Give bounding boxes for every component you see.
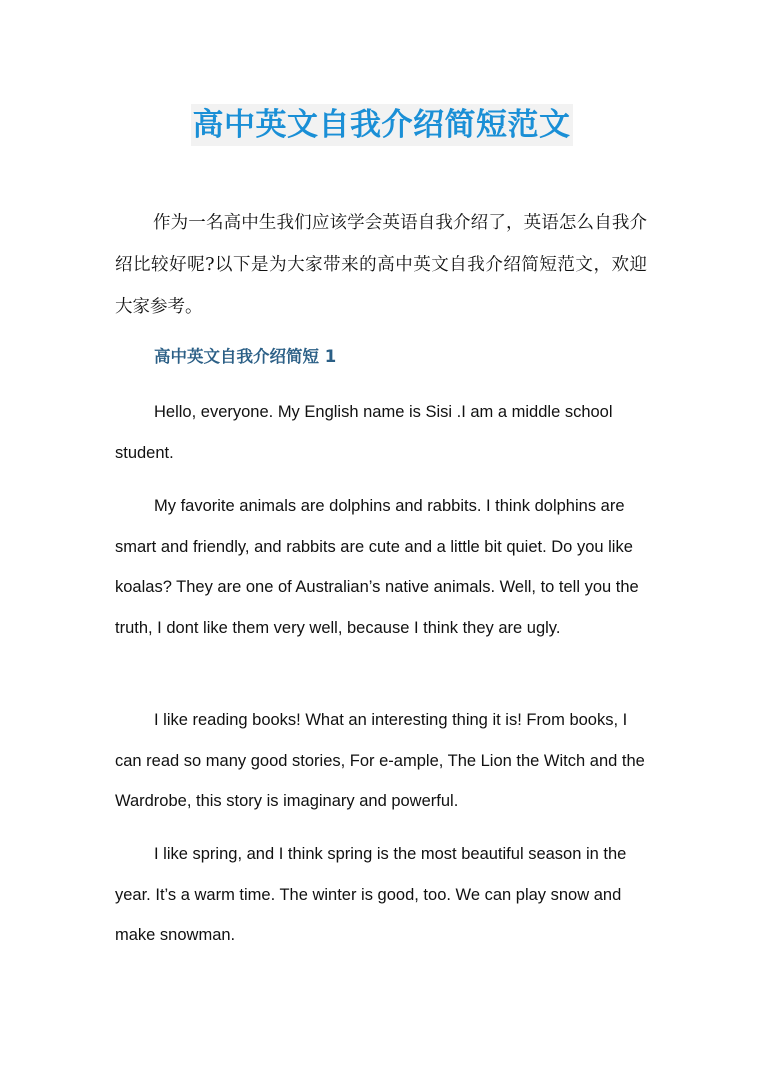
intro-paragraph: 作为一名高中生我们应该学会英语自我介绍了，英语怎么自我介绍比较好呢?以下是为大家带来的高中英文自我介绍简短范文，欢迎大家参考。 [115, 213, 647, 317]
page-title: 高中英文自我介绍简短范文 [191, 104, 573, 146]
body-paragraph-4: I like spring, and I think spring is the most beautiful season in the year. It’s a warm time. The winter is good, too. We can play snow and make snowman. [115, 845, 627, 944]
title-container [0, 104, 763, 146]
section-heading: 高中英文自我介绍简短 1 [154, 347, 337, 366]
body-paragraph-3: I like reading books! What an interesting thing it is! From books, I can read so many good stories, For e-ample, The Lion the Witch and the Wardrobe, this story is imaginary and powerful. [115, 711, 645, 810]
body-paragraph-1: Hello, everyone. My English name is Sisi .I am a middle school student. [115, 403, 613, 462]
body-paragraph-2: My favorite animals are dolphins and rabbits. I think dolphins are smart and friendly, and rabbits are cute and a little bit quiet. Do you like koalas? They are one of Australian’s native animals. Well, to tell you the truth, I dont like them very well, because I think they are ugly. [115, 497, 639, 637]
